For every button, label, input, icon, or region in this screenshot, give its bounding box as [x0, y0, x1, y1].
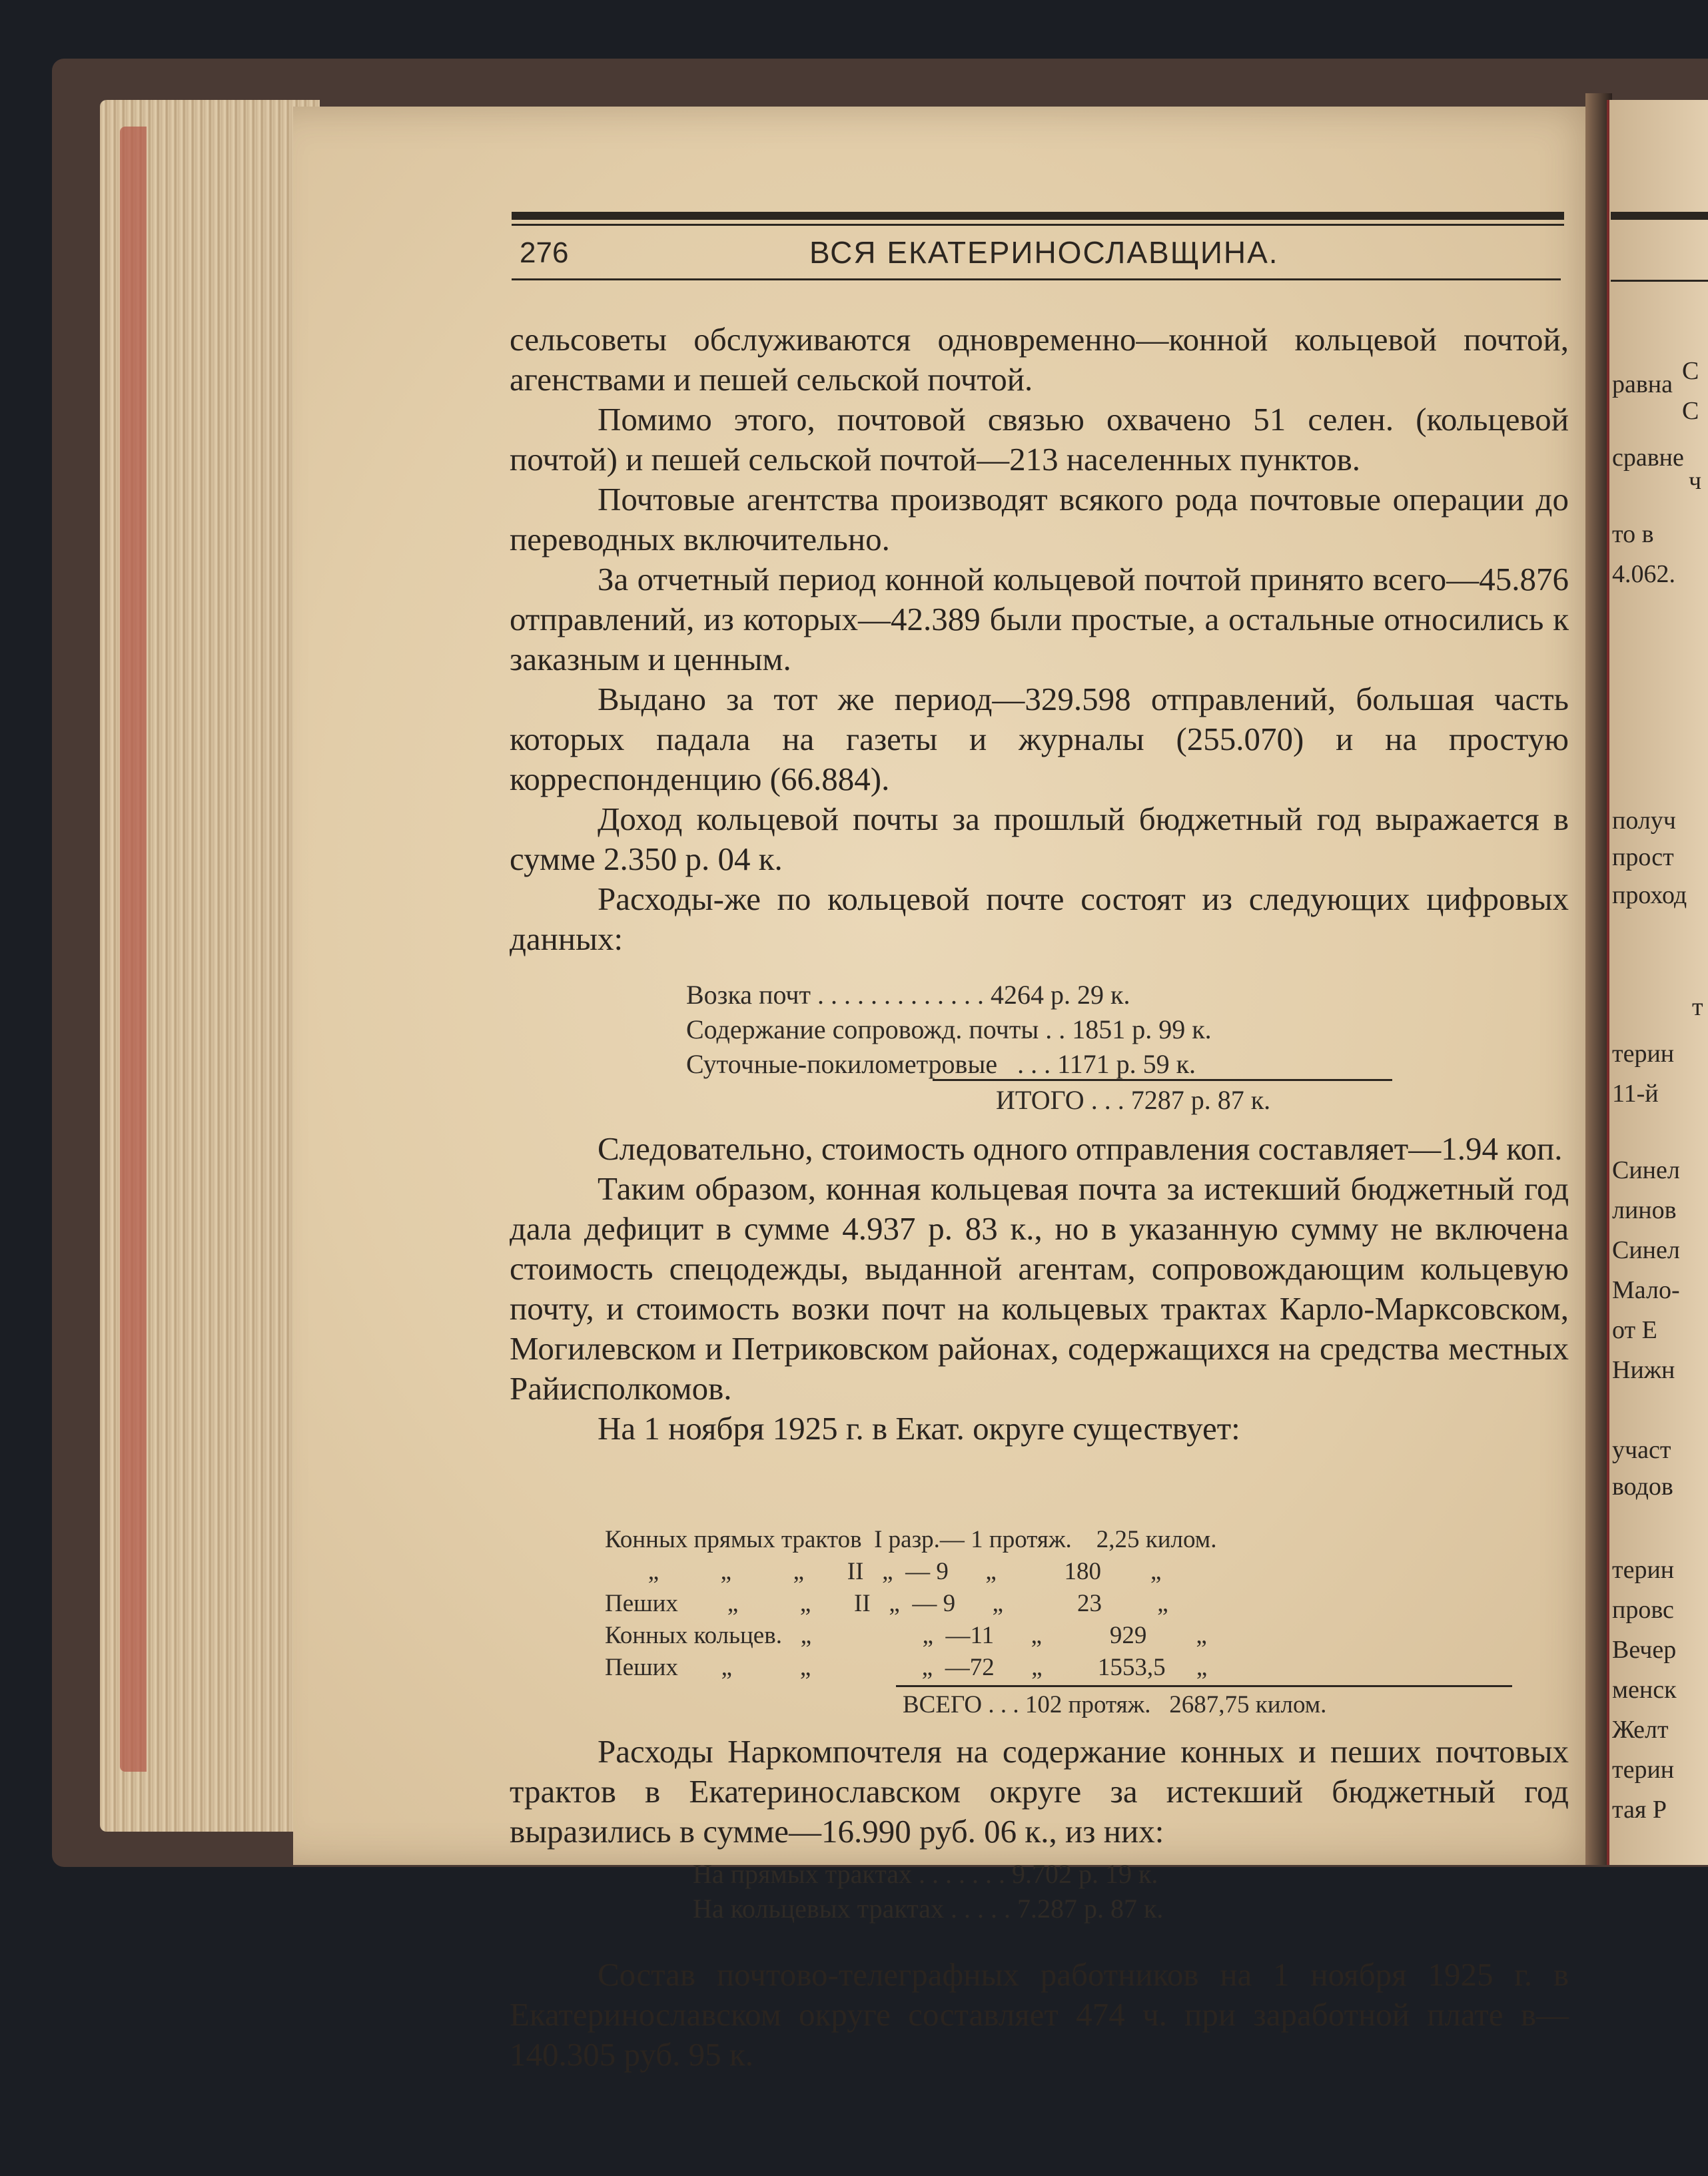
- body-text-block-2: [510, 1129, 1569, 1449]
- right-page-fragment: тая Р: [1612, 1796, 1667, 1824]
- right-page-fragment: Вечер: [1612, 1636, 1677, 1664]
- right-page-fragment: провс: [1612, 1596, 1674, 1624]
- header-rule-thin: [512, 224, 1564, 226]
- paragraph: Выдано за тот же период—329.598 отправлений, большая часть которых падала на газеты и журналы (255.070) и на простую корреспонденцию (66.884).: [510, 681, 1569, 797]
- paragraph: За отчетный период конной кольцевой почтой принято всего—45.876 отправлений, из которых—42.389 были простые, а остальные относились к заказным и ценным.: [510, 561, 1569, 677]
- right-page-fragment: получ: [1612, 807, 1676, 835]
- right-page-fragment: то в: [1612, 520, 1654, 548]
- right-page-fragment: прост: [1612, 843, 1674, 871]
- header-rule-thick: [512, 212, 1564, 220]
- tracts-sum-rule: [896, 1685, 1512, 1687]
- right-page-fragment: т: [1692, 993, 1703, 1021]
- tracts-row: Пеших „ „ II „ — 9 „ 23 „: [605, 1590, 1168, 1617]
- split-row: На прямых трактах . . . . . . . 9.702 р. 19 к.: [693, 1859, 1158, 1889]
- running-head: ВСЯ ЕКАТЕРИНОСЛАВЩИНА.: [809, 235, 1279, 270]
- paragraph: Следовательно, стоимость одного отправления составляет—1.94 коп.: [598, 1130, 1563, 1167]
- tracts-total: ВСЕГО . . . 102 протяж. 2687,75 килом.: [903, 1691, 1327, 1718]
- right-page-fragment: Желт: [1612, 1716, 1669, 1744]
- expenses-sum-rule: [933, 1079, 1392, 1081]
- right-page-fragment: водов: [1612, 1473, 1673, 1501]
- paragraph: Таким образом, конная кольцевая почта за истекший бюджетный год дала дефицит в сумме 4.937 р. 83 к., но в указанную сумму не включена стоимость спецодежды, выданной агентам, сопровождающим кольцевую почту, и стоимость возки почт на кольцевых трактах Карло-Марксовском, Могилевском и Петриковском районах, содержащихся на средства местных Райисполкомов.: [510, 1170, 1569, 1407]
- page-number: 276: [520, 236, 569, 269]
- header-rule-bottom: [512, 278, 1561, 280]
- body-text-block-4: [510, 1955, 1569, 2075]
- expenses-row: Содержание сопровожд. почты . . 1851 р. 99 к.: [686, 1014, 1212, 1044]
- split-row: На кольцевых трактах . . . . . 7.287 р. 87 к.: [693, 1894, 1164, 1924]
- expenses-row: Суточные-покилометровые . . . 1171 р. 59 к.: [686, 1049, 1196, 1079]
- paragraph: Расходы Наркомпочтеля на содержание конных и пеших почтовых трактов в Екатеринославском округе за истекший бюджетный год выразились в сумме—16.990 руб. 06 к., из них:: [510, 1733, 1569, 1850]
- right-page-fragment: Синел: [1612, 1236, 1680, 1264]
- body-text-block-3: [510, 1732, 1569, 1852]
- expenses-row: Возка почт . . . . . . . . . . . . . 4264 р. 29 к.: [686, 980, 1130, 1010]
- paragraph: Расходы-же по кольцевой почте состоят из следующих цифровых данных:: [510, 881, 1569, 957]
- right-page-fragment: 11-й: [1612, 1080, 1659, 1108]
- right-page-header-rule-bottom: [1611, 280, 1708, 282]
- right-page-fragment: линов: [1612, 1196, 1677, 1224]
- expenses-total: ИТОГО . . . 7287 р. 87 к.: [996, 1085, 1271, 1115]
- paragraph: Помимо этого, почтовой связью охвачено 51 селен. (кольцевой почтой) и пешей сельской почтой—213 населенных пунктов.: [510, 401, 1569, 478]
- paragraph: Состав почтово-телеграфных работников на 1 ноября 1925 г. в Екатеринославском округе составляет 474 ч. при заработной плате в—140.305 руб. 95 к.: [510, 1956, 1569, 2073]
- right-page-fragment: терин: [1612, 1556, 1675, 1584]
- paragraph: Почтовые агентства производят всякого рода почтовые операции до переводных включительно.: [510, 481, 1569, 557]
- right-page-fragment: равна: [1612, 370, 1673, 398]
- page-edge-stain: [120, 127, 147, 1772]
- right-page-fragment: Нижн: [1612, 1356, 1675, 1384]
- paragraph: Доход кольцевой почты за прошлый бюджетный год выражается в сумме 2.350 р. 04 к.: [510, 801, 1569, 877]
- tracts-row: Конных кольцев. „ „ —11 „ 929 „: [605, 1622, 1207, 1649]
- right-page-fragment: 4.062.: [1612, 560, 1675, 588]
- tracts-row: „ „ „ II „ — 9 „ 180 „: [605, 1558, 1162, 1585]
- right-page-fragment: менск: [1612, 1676, 1677, 1704]
- right-page-fragment: сравне: [1612, 444, 1684, 472]
- paragraph: сельсоветы обслуживаются одновременно—конной кольцевой почтой, агенствами и пешей сельской почтой.: [510, 321, 1569, 398]
- right-page-fragment: терин: [1612, 1040, 1675, 1068]
- right-page-fragment: С: [1682, 357, 1699, 385]
- right-page-fragment: Мало-: [1612, 1276, 1680, 1304]
- paragraph: На 1 ноября 1925 г. в Екат. округе существует:: [598, 1410, 1240, 1447]
- right-page-header-rule: [1611, 212, 1708, 220]
- tracts-row: Пеших „ „ „ —72 „ 1553,5 „: [605, 1654, 1208, 1681]
- right-page-fragment: от Е: [1612, 1316, 1657, 1344]
- tracts-row: Конных прямых трактов I разр.— 1 протяж. 2,25 килом.: [605, 1526, 1217, 1553]
- right-page-fragment: С: [1682, 397, 1699, 425]
- body-text-block-1: [510, 320, 1569, 959]
- right-page-fragment: терин: [1612, 1756, 1675, 1784]
- right-page-fragment: Синел: [1612, 1156, 1680, 1184]
- right-page-fragment: проход: [1612, 881, 1687, 909]
- right-page-fragment: ч: [1689, 467, 1702, 495]
- right-page-fragment: участ: [1612, 1436, 1671, 1464]
